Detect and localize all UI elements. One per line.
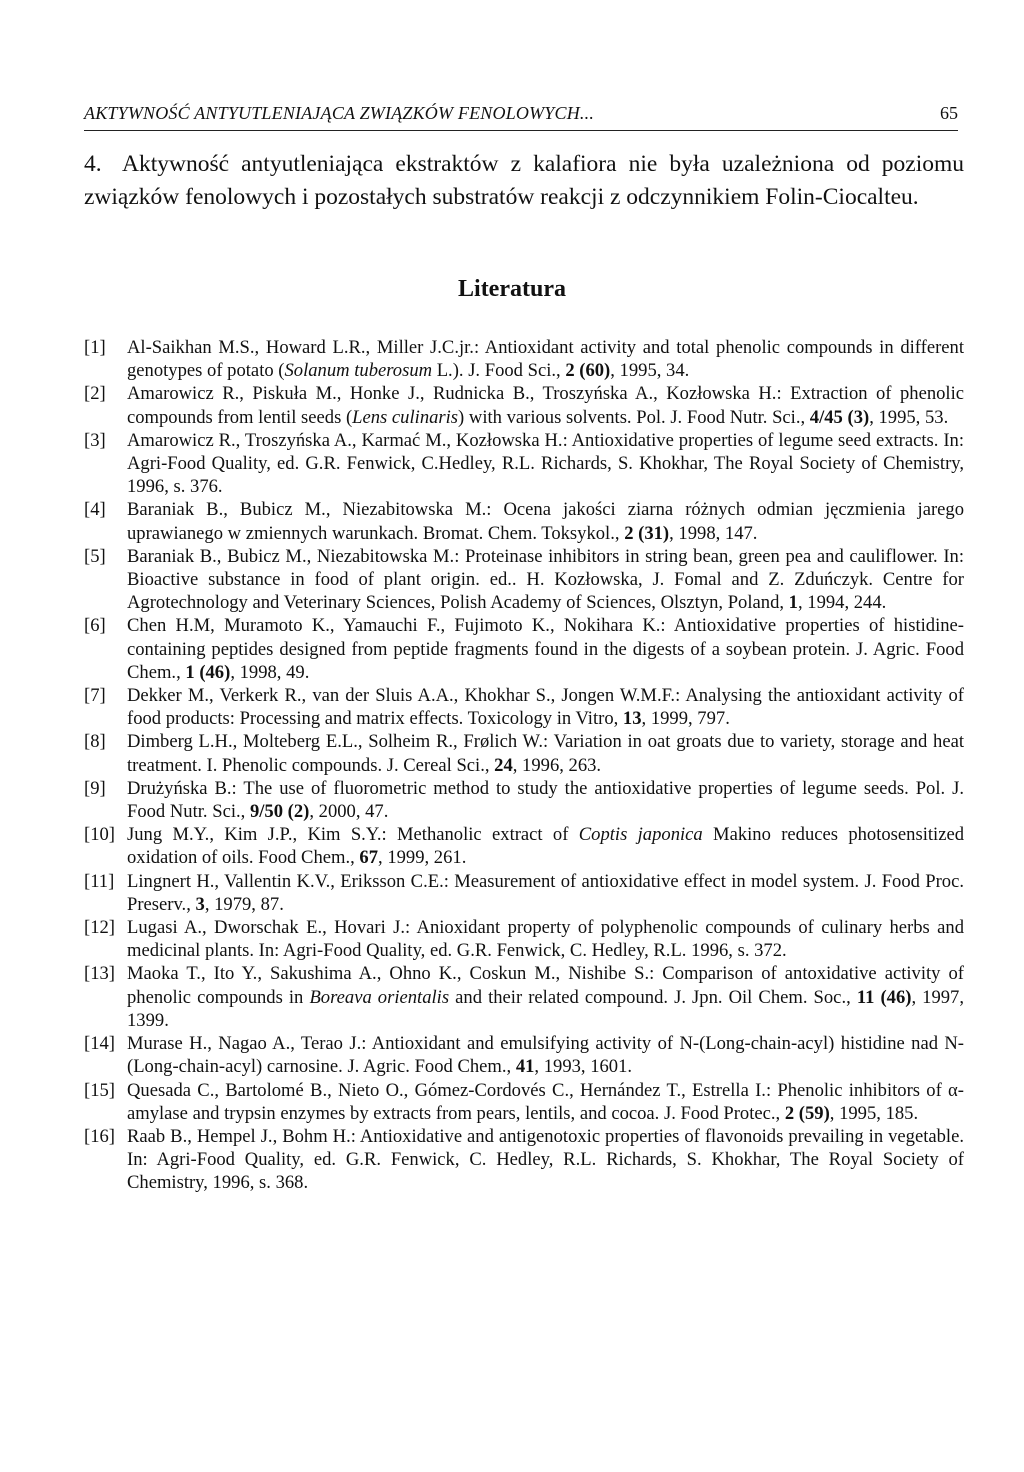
reference-segment: Jung M.Y., Kim J.P., Kim S.Y.: Methanolic extract of xyxy=(127,824,579,846)
reference-text xyxy=(127,730,964,776)
reference-segment: , 1995, 34. xyxy=(610,360,690,382)
reference-number: [2] xyxy=(84,383,106,405)
conclusion-item xyxy=(84,148,964,214)
page-number: 65 xyxy=(940,103,958,123)
reference-item xyxy=(84,614,964,684)
reference-number: [11] xyxy=(84,870,115,892)
conclusion-text: Aktywność antyutleniająca ekstraktów z kalafiora nie była uzależniona od poziomu związków fenolowych i pozostałych substratów reakcji z odczynnikiem Folin-Ciocalteu. xyxy=(84,151,964,210)
reference-text xyxy=(127,545,964,615)
reference-number: [1] xyxy=(84,337,106,358)
reference-number: [5] xyxy=(84,545,106,567)
conclusion-number: 4. xyxy=(84,151,102,177)
reference-segment: , 1994, 244. xyxy=(797,592,887,614)
reference-segment: , 1995, 53. xyxy=(869,406,949,428)
reference-segment: , 1979, 87. xyxy=(204,893,284,915)
running-title: AKTYWNOŚĆ ANTYUTLENIAJĄCA ZWIĄZKÓW FENOLOWYCH... xyxy=(84,103,595,123)
literature-heading: Literatura xyxy=(458,276,566,302)
reference-item xyxy=(84,1079,964,1125)
reference-segment: Maoka T., Ito Y., Sakushima A., Ohno K., Coskun M., Nishibe S.: Comparison of antoxidative activity of phenolic compounds in xyxy=(127,963,964,1008)
reference-text xyxy=(127,1032,964,1078)
reference-segment: Amarowicz R., Troszyńska A., Karmać M., Kozłowska H.: Antioxidative properties of legume seed extracts. In: Agri-Food Quality, ed. G.R. Fenwick, C.Hedley, R.L. Richards, S. Khokhar, The Royal Society of Chemistry, 1996, s. 376. xyxy=(127,429,964,498)
reference-segment: , 1995, 185. xyxy=(829,1102,919,1124)
reference-list xyxy=(84,336,964,1195)
reference-text xyxy=(127,1079,964,1125)
reference-volume: 67 xyxy=(359,847,379,869)
reference-text xyxy=(127,684,964,730)
reference-volume: 4/45 (3) xyxy=(809,406,870,428)
reference-item xyxy=(84,823,964,869)
reference-number: [4] xyxy=(84,499,106,521)
reference-segment: , 1997, 1399. xyxy=(127,986,964,1031)
reference-item xyxy=(84,382,964,428)
reference-segment: Dekker M., Verkerk R., van der Sluis A.A., Khokhar S., Jongen W.M.F.: Analysing the antioxidant activity of food products: Processing and matrix effects. Toxicology in Vitro, xyxy=(127,685,964,730)
reference-segment: Quesada C., Bartolomé B., Nieto O., Gómez-Cordovés C., Hernández T., Estrella I.: Phenolic inhibitors of α-amylase and trypsin enzymes by extracts from pears, lentils, and cocoa. J. Food Protec., xyxy=(127,1079,964,1124)
reference-number: [10] xyxy=(84,824,115,846)
reference-segment: , 1998, 49. xyxy=(230,661,310,683)
reference-item xyxy=(84,916,964,962)
reference-segment: Baraniak B., Bubicz M., Niezabitowska M.: Proteinase inhibitors in string bean, green pea and cauliflower. In: Bioactive substance in food of plant origin. ed.. H. Kozłowska, J. Fomal and Z. Zduńczyk. Centre for Agrotechnology and Veterinary Sciences, Polish Academy of Sciences, Olsztyn, Poland, xyxy=(127,545,964,614)
reference-number: [12] xyxy=(84,917,115,939)
reference-segment: ) with various solvents. Pol. J. Food Nutr. Sci., xyxy=(458,406,810,428)
reference-volume: 9/50 (2) xyxy=(249,801,310,823)
reference-volume: 41 xyxy=(515,1056,535,1078)
reference-volume: 1 xyxy=(788,592,798,614)
reference-segment: Raab B., Hempel J., Bohm H.: Antioxidative and antigenotoxic properties of flavonoids prevailing in vegetable. In: Agri-Food Quality, ed. G.R. Fenwick, C. Hedley, R.L. Richards, S. Khokhar, The Royal Society of Chemistry, 1996, s. 368. xyxy=(127,1125,964,1194)
reference-segment: , 1999, 797. xyxy=(641,708,730,730)
reference-item xyxy=(84,545,964,615)
reference-volume: 11 (46) xyxy=(856,986,912,1008)
reference-number: [15] xyxy=(84,1079,115,1101)
reference-number: [9] xyxy=(84,777,106,799)
reference-item xyxy=(84,962,964,1032)
reference-text xyxy=(127,614,964,684)
reference-segment: L.). J. Food Sci., xyxy=(432,360,566,382)
reference-volume: 24 xyxy=(494,754,513,776)
reference-segment: Makino reduces photosensitized oxidation of oils. Food Chem., xyxy=(127,824,964,869)
reference-number: [6] xyxy=(84,615,106,637)
reference-segment: , 1993, 1601. xyxy=(534,1056,633,1078)
reference-item xyxy=(84,730,964,776)
reference-item xyxy=(84,429,964,499)
reference-text xyxy=(127,1125,964,1195)
reference-volume: 13 xyxy=(622,708,642,730)
reference-number: [3] xyxy=(84,429,106,451)
reference-segment: , 1999, 261. xyxy=(378,847,467,869)
reference-item xyxy=(84,1032,964,1078)
reference-segment: , 1998, 147. xyxy=(669,522,758,544)
reference-item xyxy=(84,684,964,730)
reference-text xyxy=(127,870,964,916)
reference-italic-text: Boreava orientalis xyxy=(309,986,450,1008)
reference-volume: 1 (46) xyxy=(185,661,231,683)
reference-number: [8] xyxy=(84,731,106,753)
reference-volume: 2 (60) xyxy=(565,360,611,382)
reference-number: [16] xyxy=(84,1125,115,1147)
reference-text xyxy=(127,382,964,428)
reference-italic-text: Coptis japonica xyxy=(578,824,703,846)
reference-item xyxy=(84,1125,964,1195)
reference-text xyxy=(127,962,964,1032)
running-header xyxy=(84,103,958,131)
reference-segment: Drużyńska B.: The use of fluorometric method to study the antioxidative properties of legume seeds. Pol. J. Food Nutr. Sci., xyxy=(127,777,964,823)
reference-segment: , 2000, 47. xyxy=(309,801,389,823)
reference-item xyxy=(84,870,964,916)
reference-italic-text: Lens culinaris xyxy=(352,406,459,428)
reference-segment: Amarowicz R., Piskuła M., Honke J., Rudnicka B., Troszyńska A., Kozłowska H.: Extraction of phenolic compounds from lentil seeds ( xyxy=(127,383,964,428)
reference-number: [13] xyxy=(84,963,115,985)
reference-segment: Dimberg L.H., Molteberg E.L., Solheim R., Frølich W.: Variation in oat groats due to variety, storage and heat treatment. I. Phenolic compounds. J. Cereal Sci., xyxy=(127,731,964,776)
reference-segment: Baraniak B., Bubicz M., Niezabitowska M.: Ocena jakości ziarna różnych odmian jęczmienia jarego uprawianego w zmiennych warunkach. Bromat. Chem. Toksykol., xyxy=(127,499,964,544)
reference-volume: 2 (59) xyxy=(784,1102,830,1124)
reference-segment: and their related compound. J. Jpn. Oil Chem. Soc., xyxy=(449,986,857,1008)
reference-segment: Al-Saikhan M.S., Howard L.R., Miller J.C.jr.: Antioxidant activity and total phenolic compounds in different genotypes of potato ( xyxy=(127,337,964,382)
reference-segment: Lingnert H., Vallentin K.V., Eriksson C.E.: Measurement of antioxidative effect in model system. J. Food Proc. Preserv., xyxy=(127,870,964,915)
reference-number: [14] xyxy=(84,1033,115,1055)
reference-item xyxy=(84,498,964,544)
reference-segment: , 1996, 263. xyxy=(512,754,602,776)
reference-text xyxy=(127,336,964,382)
reference-volume: 2 (31) xyxy=(624,522,670,544)
reference-number: [7] xyxy=(84,685,106,707)
reference-text xyxy=(127,916,964,962)
reference-text xyxy=(127,777,964,823)
reference-segment: Murase H., Nagao A., Terao J.: Antioxidant and emulsifying activity of N-(Long-chain-acyl) histidine nad N-(Long-chain-acyl) carnosine. J. Agric. Food Chem., xyxy=(127,1033,964,1078)
reference-item xyxy=(84,336,964,382)
reference-volume: 3 xyxy=(195,893,205,915)
reference-segment: Lugasi A., Dworschak E., Hovari J.: Anioxidant property of polyphenolic compounds of culinary herbs and medicinal plants. In: Agri-Food Quality, ed. G.R. Fenwick, C. Hedley, R.L. 1996, s. 372. xyxy=(127,917,964,962)
reference-text xyxy=(127,498,964,544)
reference-text xyxy=(127,429,964,499)
reference-text xyxy=(127,823,964,869)
reference-segment: Chen H.M, Muramoto K., Yamauchi F., Fujimoto K., Nokihara K.: Antioxidative properties of histidine-containing peptides designed from peptide fragments found in the digests of a soybean protein. J. Agric. Food Chem., xyxy=(127,615,964,683)
reference-italic-text: Solanum tuberosum xyxy=(284,360,433,382)
reference-item xyxy=(84,777,964,823)
